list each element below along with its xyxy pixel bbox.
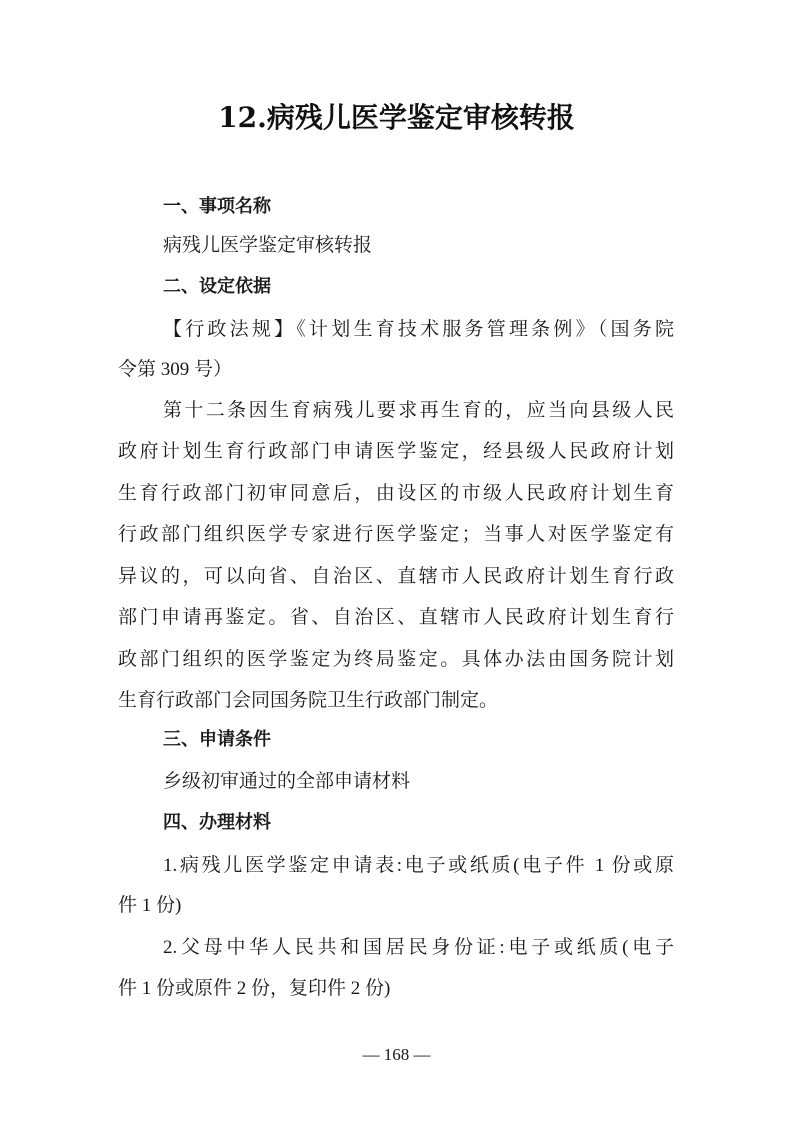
article-text-line: 生育行政部门会同国务院卫生行政部门制定。 (118, 690, 499, 711)
article-text-line: 异议的，可以向省、自治区、直辖市人民政府计划生育行政 (118, 566, 674, 587)
legal-basis-line: 【行政法规】《计划生育技术服务管理条例》（国务院 (163, 319, 674, 340)
article-text-line: 部门申请再鉴定。省、自治区、直辖市人民政府计划生育行 (118, 607, 674, 628)
article-text-line: 第十二条因生育病残儿要求再生育的，应当向县级人民 (163, 400, 674, 421)
article-text-line: 生育行政部门初审同意后，由设区的市级人民政府计划生育 (118, 483, 674, 504)
page-number: — 168 — (362, 1045, 431, 1064)
document-title: 12.病残儿医学鉴定审核转报 (218, 101, 575, 134)
article-text-line: 行政部门组织医学专家进行医学鉴定；当事人对医学鉴定有 (118, 524, 674, 545)
material-item-line: 1.病残儿医学鉴定申请表:电子或纸质(电子件 1 份或原 (163, 855, 674, 876)
section-heading-materials: 四、办理材料 (163, 812, 271, 833)
material-item-line: 件 1 份) (118, 895, 182, 916)
section-heading-conditions: 三、申请条件 (163, 729, 271, 750)
material-item-line: 件 1 份或原件 2 份，复印件 2 份) (118, 978, 391, 999)
legal-basis-line: 令第 309 号） (118, 359, 233, 380)
conditions-text: 乡级初审通过的全部申请材料 (163, 771, 411, 792)
section-heading-item-name: 一、事项名称 (163, 196, 271, 217)
section-heading-legal-basis: 二、设定依据 (163, 276, 271, 297)
article-text-line: 政府计划生育行政部门申请医学鉴定，经县级人民政府计划 (118, 441, 674, 462)
item-name-text: 病残儿医学鉴定审核转报 (163, 235, 373, 256)
article-text-line: 政部门组织的医学鉴定为终局鉴定。具体办法由国务院计划 (118, 649, 674, 670)
material-item-line: 2.父母中华人民共和国居民身份证:电子或纸质(电子 (163, 937, 674, 958)
